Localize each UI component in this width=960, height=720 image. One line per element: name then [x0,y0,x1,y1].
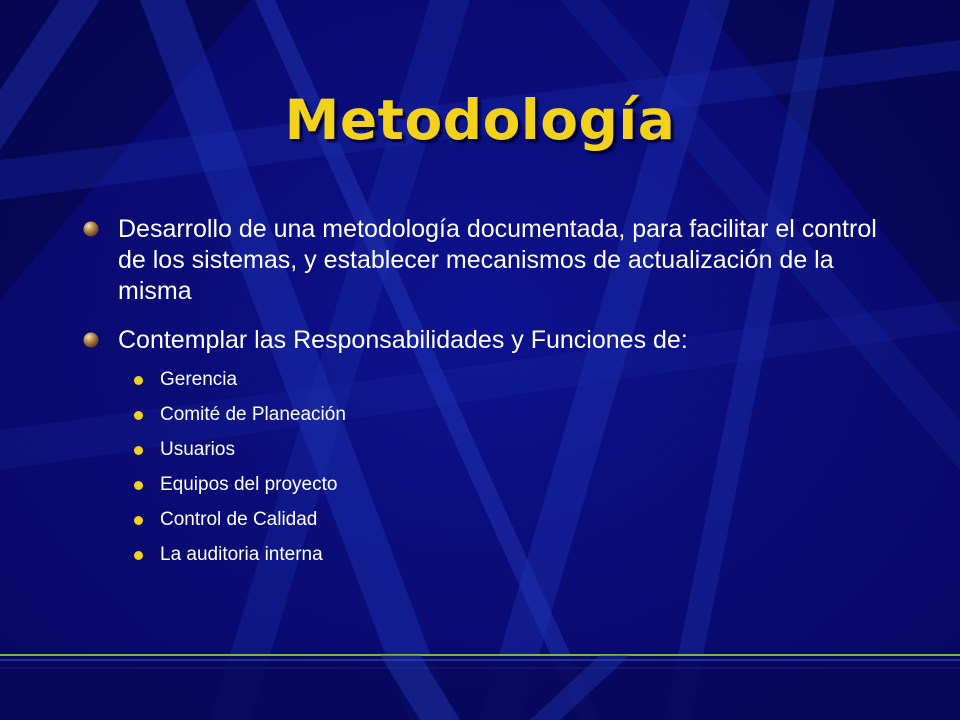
sub-bullet-text: Gerencia [160,369,238,390]
sub-bullet-item [160,474,337,496]
yellow-dot-bullet-icon [134,516,143,525]
bullet-item [118,214,878,307]
bullet-text: Contemplar las Responsabilidades y Funciones de: [118,326,688,354]
sub-bullet-item [160,439,235,461]
yellow-dot-bullet-icon [134,411,143,420]
bronze-sphere-bullet-icon [82,331,100,349]
sub-bullet-text: Comité de Planeación [160,404,346,425]
sub-bullet-text: Usuarios [160,439,235,460]
sub-bullet-text: Control de Calidad [160,509,318,530]
sub-bullet-item [160,369,237,391]
bullet-item [118,325,878,356]
yellow-dot-bullet-icon [134,376,143,385]
yellow-dot-bullet-icon [134,551,143,560]
yellow-dot-bullet-icon [134,481,143,490]
sub-bullet-item [160,404,346,426]
yellow-dot-bullet-icon [134,446,143,455]
bronze-sphere-bullet-icon [82,220,100,238]
slide-title: Metodología [284,88,676,152]
bullet-text: Desarrollo de una metodología documentada, para facilitar el control de los sistemas, y establecer mecanismos de actualización de la misma [118,215,877,305]
sub-bullet-text: Equipos del proyecto [160,474,338,495]
sub-bullet-text: La auditoria interna [160,544,323,565]
sub-bullet-item [160,544,323,566]
sub-bullet-item [160,509,317,531]
